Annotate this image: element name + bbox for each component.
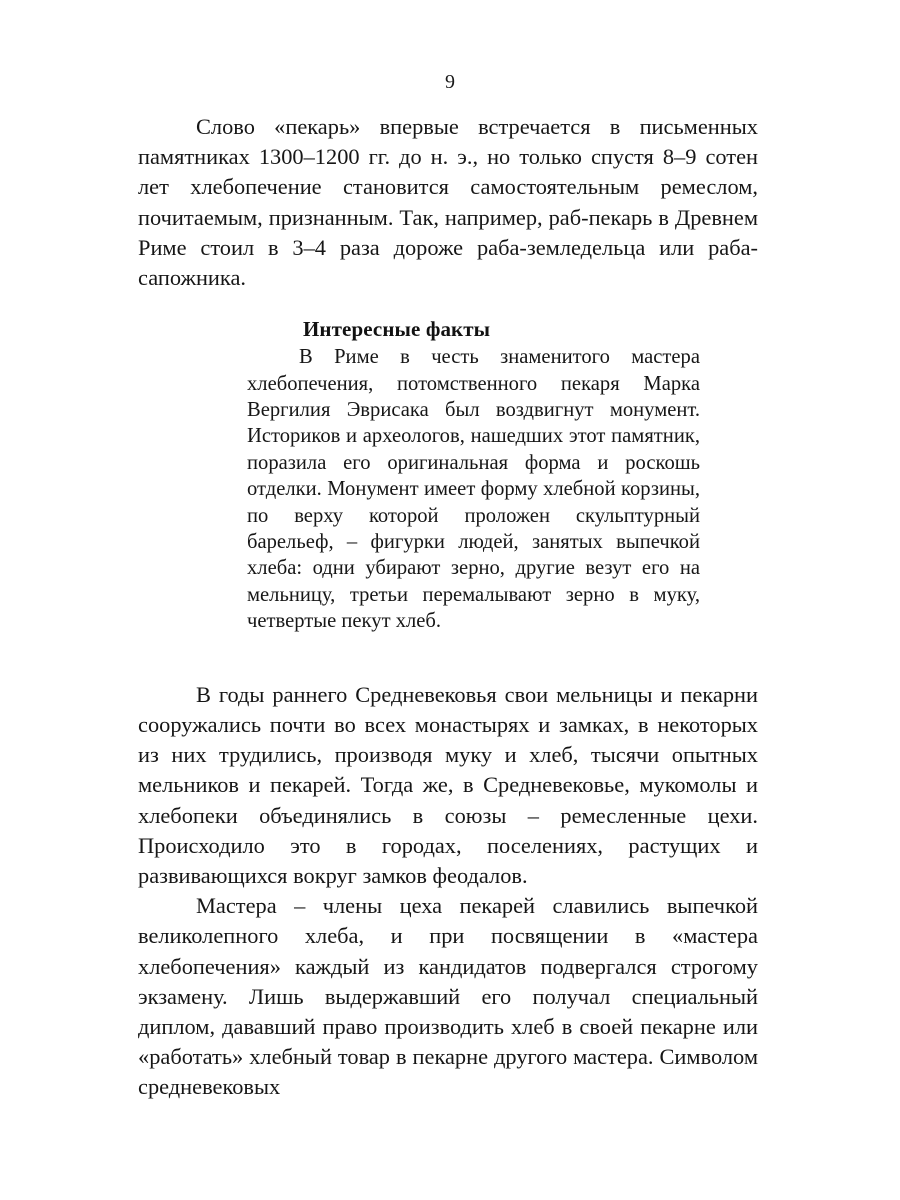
paragraph-masters: Мастера – члены цеха пекарей славились выпечкой великолепного хлеба, и при посвящении в «мастера хлебопечения» каждый из кандидатов подвергался строгому экзамену. Лишь выдержавший его получал специальный диплом, дававший право производить хлеб в своей пекарне или «работать» хлебный товар в пекарне другого мастера. Символом средневековых bbox=[138, 893, 758, 1100]
interesting-facts-paragraph: В Риме в честь знаменитого мастера хлебопечения, потомственного пекаря Марка Вергилия Эврисака был воздвигнут монумент. Историков и археологов, нашедших этот памятник, поразила его оригинальная форма и роскошь отделки. Монумент имеет форму хлебной корзины, по верху которой проложен скульптурный барельеф, – фигурки людей, занятых выпечкой хлеба: одни убирают зерно, другие везут его на мельницу, третьи перемалывают зерно в муку, четвертые пекут хлеб. bbox=[247, 346, 700, 633]
interesting-facts-block bbox=[247, 314, 700, 634]
paragraph-middle-ages: В годы раннего Средневековья свои мельницы и пекарни сооружались почти во всех монастырях и замках, в некоторых из них трудились, производя муку и хлеб, тысячи опытных мельников и пекарей. Тогда же, в Средневековье, мукомолы и хлебопеки объединялись в союзы – ремесленные цехи. Происходило это в городах, поселениях, растущих и развивающихся вокруг замков феодалов. bbox=[138, 681, 758, 888]
spacer-after-inset bbox=[138, 635, 758, 680]
page-number: 9 bbox=[445, 71, 455, 93]
body-text-column bbox=[138, 112, 758, 1103]
interesting-facts-heading: Интересные факты bbox=[303, 317, 491, 342]
paragraph-intro: Слово «пекарь» впервые встречается в письменных памятниках 1300–1200 гг. до н. э., но только спустя 8–9 сотен лет хлебопечение становится самостоятельным ремеслом, почитаемым, признанным. Так, например, раб-пекарь в Древнем Риме стоил в 3–4 раза дороже раба-земледельца или раба-сапожника. bbox=[138, 114, 758, 291]
spacer-before-inset bbox=[138, 293, 758, 314]
